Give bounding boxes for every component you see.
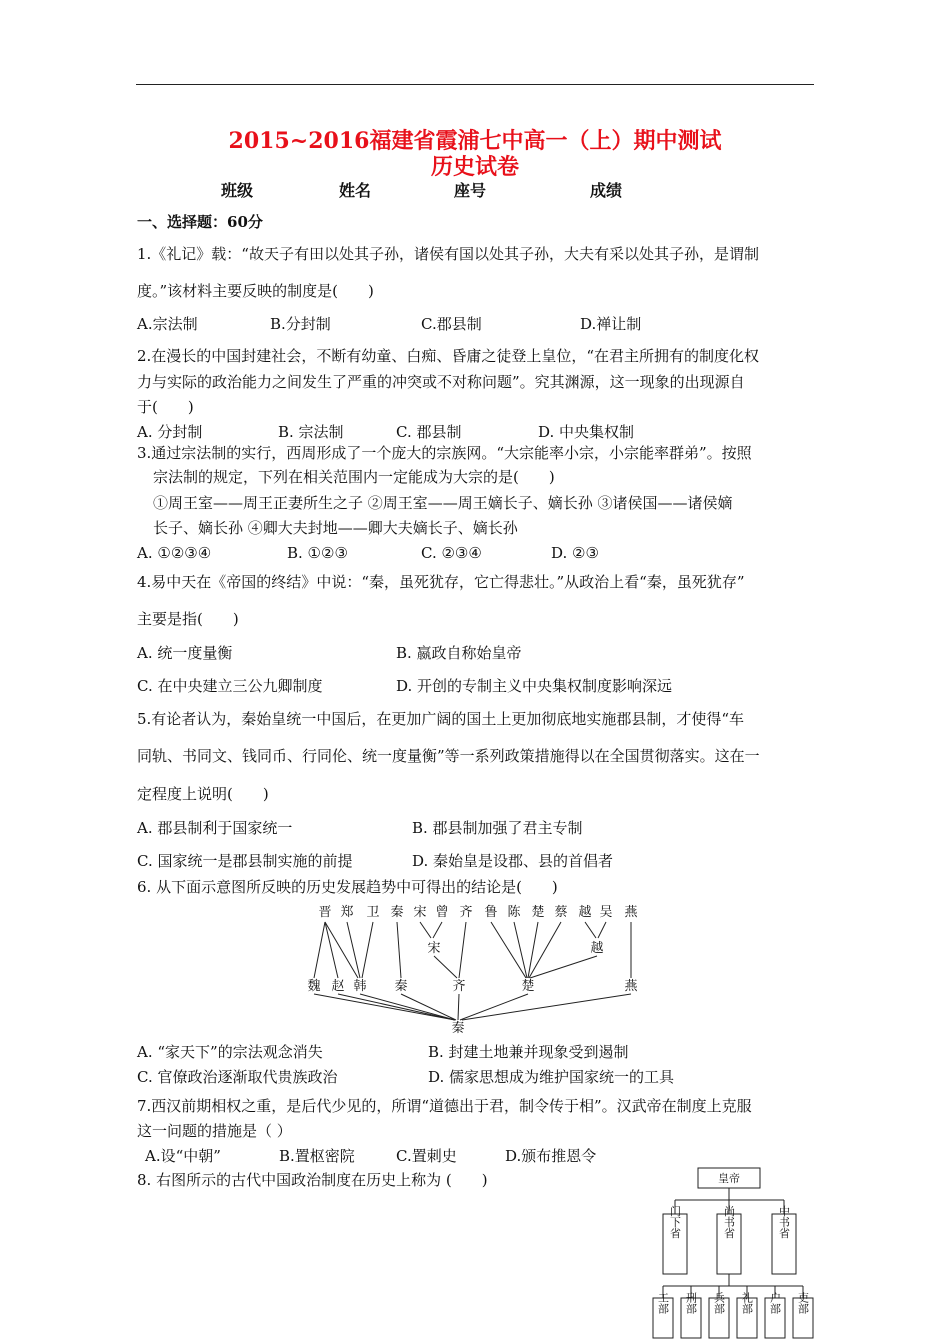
diagram-state-han: 韩 — [353, 979, 367, 994]
diagram-state-lu: 鲁 — [484, 905, 498, 920]
q4-option-b: B. 嬴政自称始皇帝 — [396, 644, 522, 662]
q5-stem-2: 同轨、书同文、钱同币、行同伦、统一度量衡”等一系列政策措施得以在全国贯彻落实。这在一 — [137, 747, 760, 765]
diagram-state-cai: 蔡 — [554, 905, 568, 920]
q7-option-c: C.置刺史 — [396, 1147, 457, 1165]
q3-stem-1: 3.通过宗法制的实行，西周形成了一个庞大的宗族网。“大宗能率小宗，小宗能率群弟”。按照 — [137, 444, 752, 462]
org-emperor-label: 皇帝 — [718, 1172, 740, 1185]
q6-option-a: A. “家天下”的宗法观念消失 — [137, 1043, 323, 1061]
q1-stem-1: 1.《礼记》载：“故天子有田以处其子孙，诸侯有国以处其子孙，大夫有采以处其子孙，是谓制 — [137, 245, 759, 263]
diagram-state-song-mid: 宋 — [427, 941, 441, 956]
q7-stem-1: 7.西汉前期相权之重，是后代少见的，所谓“道德出于君，制令传于相”。汉武帝在制度上克服 — [137, 1097, 752, 1115]
q4-option-a: A. 统一度量衡 — [137, 644, 233, 662]
q3-option-c: C. ②③④ — [421, 544, 482, 562]
org-libu-personnel-label: 吏部 — [796, 1292, 810, 1314]
q2-option-a: A. 分封制 — [137, 423, 203, 441]
diagram-state-chen: 陈 — [507, 905, 521, 920]
org-zhongshu-label: 中书省 — [777, 1205, 791, 1239]
q3-stem-3: ①周王室——周王正妻所生之子 ②周王室——周王嫡长子、嫡长孙 ③诸侯国——诸侯嫡 — [153, 494, 733, 512]
diagram-state-jin: 晋 — [318, 905, 332, 920]
diagram-state-wu: 吴 — [599, 905, 613, 920]
org-gongbu-label: 工部 — [656, 1292, 670, 1314]
diagram-state-zheng: 郑 — [340, 905, 354, 920]
org-xingbu-label: 刑部 — [684, 1292, 698, 1314]
q7-option-b: B.置枢密院 — [279, 1147, 355, 1165]
q2-option-d: D. 中央集权制 — [538, 423, 635, 441]
org-hubu-label: 户部 — [768, 1292, 782, 1314]
diagram-state-yue-top: 越 — [578, 905, 592, 920]
diagram-state-qi-top: 齐 — [459, 905, 473, 920]
diagram-state-yan: 燕 — [624, 979, 638, 994]
q2-stem-1: 2.在漫长的中国封建社会，不断有幼童、白痴、昏庸之徒登上皇位，“在君主所拥有的制度化权 — [137, 347, 759, 365]
q1-option-d: D.禅让制 — [580, 315, 642, 333]
q6-stem-1: 6. 从下面示意图所反映的历史发展趋势中可得出的结论是( ) — [137, 878, 558, 896]
q1-stem-2: 度。”该材料主要反映的制度是( ) — [137, 282, 374, 300]
org-bingbu-label: 兵部 — [712, 1292, 726, 1314]
q2-option-c: C. 郡县制 — [396, 423, 462, 441]
org-menxia-label: 门下省 — [668, 1205, 682, 1239]
q7-stem-2: 这一问题的措施是（ ） — [137, 1122, 292, 1140]
diagram-state-qin-top: 秦 — [390, 905, 404, 920]
header-rule — [136, 84, 814, 85]
field-name: 姓名 — [339, 181, 372, 200]
q2-stem-2: 力与实际的政治能力之间发生了严重的冲突或不对称问题”。究其渊源，这一现象的出现源自 — [137, 373, 745, 391]
q3-option-a: A. ①②③④ — [137, 544, 212, 562]
q3-stem-4: 长子、嫡长孙 ④卿大夫封地——卿大夫嫡长子、嫡长孙 — [153, 519, 518, 537]
diagram-state-zeng: 曾 — [435, 905, 449, 920]
field-score: 成绩 — [590, 181, 623, 200]
diagram-state-qi: 齐 — [452, 979, 466, 994]
q1-option-c: C.郡县制 — [421, 315, 482, 333]
field-seat: 座号 — [454, 181, 487, 200]
diagram-state-qin-mid: 秦 — [394, 979, 408, 994]
exam-subtitle: 历史试卷 — [430, 154, 519, 180]
diagram-state-zhao: 赵 — [331, 979, 345, 994]
q6-option-d: D. 儒家思想成为维护国家统一的工具 — [428, 1068, 675, 1086]
q7-option-a: A.设“中朝” — [145, 1147, 221, 1165]
q5-option-c: C. 国家统一是郡县制实施的前提 — [137, 852, 353, 870]
q2-stem-3: 于( ) — [137, 398, 194, 416]
q6-diagram — [300, 900, 650, 1035]
q3-option-b: B. ①②③ — [287, 544, 348, 562]
diagram-state-qin-final: 秦 — [451, 1021, 465, 1035]
diagram-state-chu-top: 楚 — [531, 905, 545, 920]
q5-stem-3: 定程度上说明( ) — [137, 785, 269, 803]
q6-option-c: C. 官僚政治逐渐取代贵族政治 — [137, 1068, 338, 1086]
q7-option-d: D.颁布推恩令 — [505, 1147, 597, 1165]
diagram-state-yue-mid: 越 — [590, 941, 604, 956]
diagram-state-wei-top: 卫 — [366, 905, 380, 920]
q8-org-chart — [645, 1160, 825, 1340]
field-class: 班级 — [221, 181, 254, 200]
section-title: 一、选择题：60分 — [137, 213, 263, 231]
org-shangshu-label: 尚书省 — [722, 1205, 736, 1239]
q1-option-b: B.分封制 — [270, 315, 331, 333]
q6-option-b: B. 封建土地兼并现象受到遏制 — [428, 1043, 629, 1061]
diagram-state-wei: 魏 — [307, 979, 321, 994]
q5-stem-1: 5.有论者认为，秦始皇统一中国后，在更加广阔的国土上更加彻底地实施郡县制，才使得“车 — [137, 710, 744, 728]
q5-option-a: A. 郡县制利于国家统一 — [137, 819, 293, 837]
exam-title: 2015~2016福建省霞浦七中高一（上）期中测试 — [228, 128, 722, 154]
diagram-state-chu: 楚 — [521, 979, 535, 994]
diagram-state-yan-top: 燕 — [624, 905, 638, 920]
q8-stem-1: 8. 右图所示的古代中国政治制度在历史上称为 ( ) — [137, 1171, 488, 1189]
q5-option-b: B. 郡县制加强了君主专制 — [412, 819, 583, 837]
q1-option-a: A.宗法制 — [137, 315, 198, 333]
q5-option-d: D. 秦始皇是设郡、县的首倡者 — [412, 852, 614, 870]
q2-option-b: B. 宗法制 — [278, 423, 344, 441]
org-libu-rites-label: 礼部 — [740, 1292, 754, 1314]
q3-option-d: D. ②③ — [551, 544, 599, 562]
q3-stem-2: 宗法制的规定，下列在相关范围内一定能成为大宗的是( ) — [153, 468, 555, 486]
q4-stem-1: 4.易中天在《帝国的终结》中说：“秦，虽死犹存，它亡得悲壮。”从政治上看“秦，虽死犹存” — [137, 573, 745, 591]
q4-option-d: D. 开创的专制主义中央集权制度影响深远 — [396, 677, 673, 695]
q4-stem-2: 主要是指( ) — [137, 610, 239, 628]
diagram-state-song-top: 宋 — [413, 905, 427, 920]
q4-option-c: C. 在中央建立三公九卿制度 — [137, 677, 323, 695]
